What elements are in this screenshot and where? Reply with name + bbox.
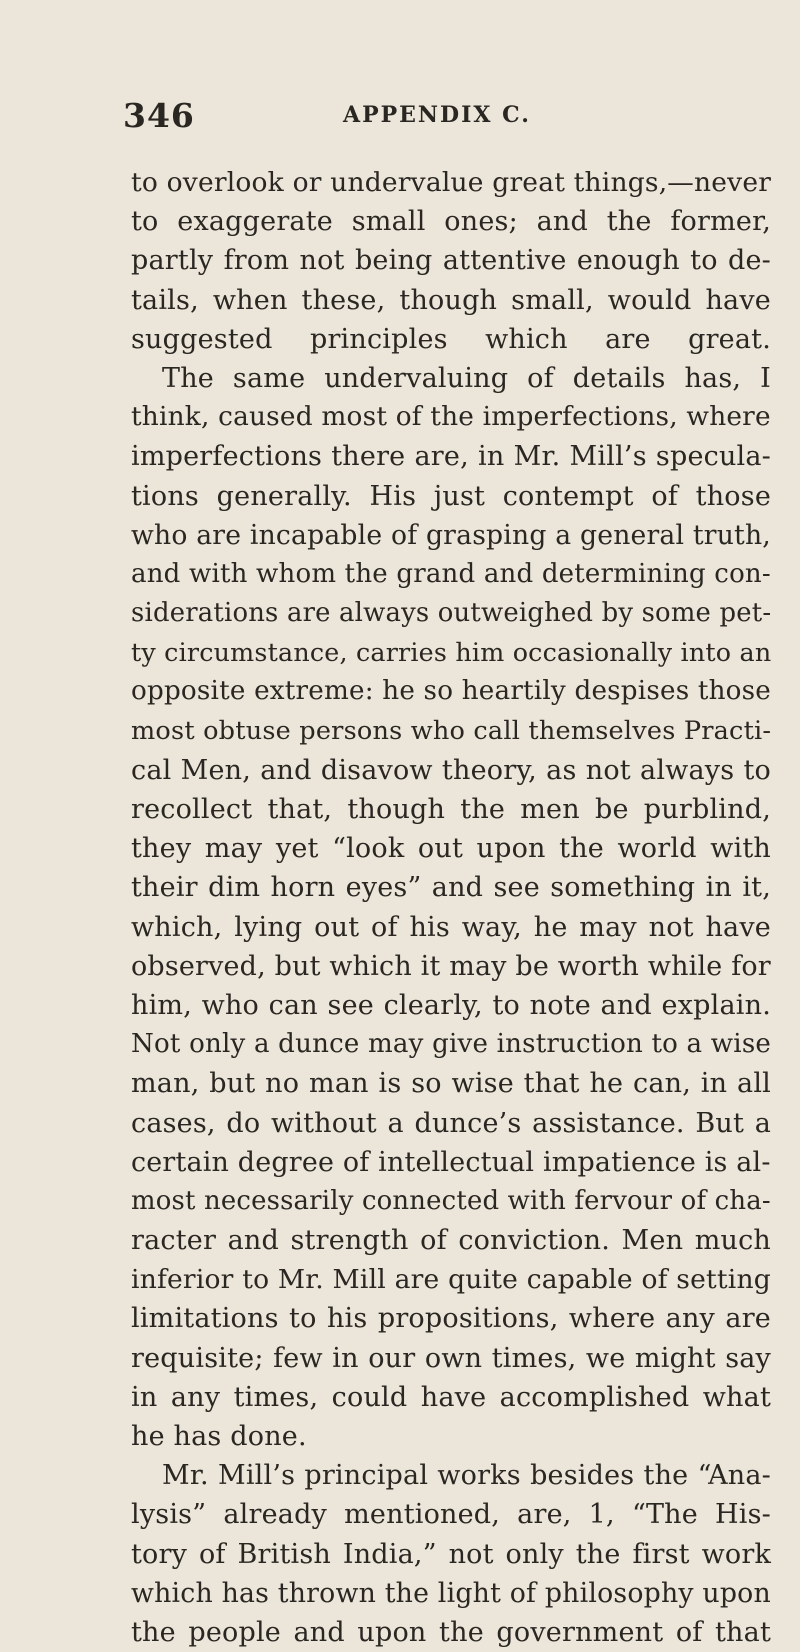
text-line: ty circumstance, carries him occasionally into an: [131, 637, 772, 668]
text-line: in any times, could have accomplished what: [131, 1381, 771, 1413]
text-line: racter and strength of conviction. Men much: [131, 1225, 771, 1257]
text-line: him, who can see clearly, to note and explain.: [131, 989, 771, 1021]
text-line: suggested principles which are great.: [131, 323, 771, 355]
text-line: limitations to his propositions, where any are: [131, 1303, 771, 1335]
text-line: man, but no man is so wise that he can, in all: [131, 1068, 771, 1100]
text-line: to exaggerate small ones; and the former,: [131, 206, 771, 238]
text-line: think, caused most of the imperfections, where: [131, 402, 771, 433]
text-line: they may yet “look out upon the world with: [131, 833, 771, 865]
text-line: to overlook or undervalue great things,—never: [131, 167, 772, 198]
text-line: recollect that, though the men be purblind,: [131, 794, 771, 825]
text-line: opposite extreme: he so heartily despises those: [131, 676, 772, 707]
paragraph-start-line: Mr. Mill’s principal works besides the “Ana-: [162, 1460, 771, 1492]
text-line: who are incapable of grasping a general truth,: [131, 519, 771, 551]
text-line: cal Men, and disavow theory, as not always to: [131, 754, 771, 786]
text-line: partly from not being attentive enough to de-: [131, 245, 771, 277]
running-head: [123, 96, 763, 136]
text-line: tory of British India,” not only the first work: [131, 1538, 771, 1570]
text-line: which has thrown the light of philosophy upon: [131, 1577, 771, 1609]
text-line: which, lying out of his way, he may not have: [131, 911, 771, 943]
text-line: requisite; few in our own times, we might say: [131, 1342, 771, 1374]
text-line: the people and upon the government of that: [131, 1616, 771, 1648]
text-line: lysis” already mentioned, are, 1, “The His-: [131, 1499, 771, 1531]
text-line: tails, when these, though small, would have: [131, 284, 771, 316]
text-line: tions generally. His just contempt of those: [131, 480, 771, 512]
text-line: their dim horn eyes” and see something in it,: [131, 872, 771, 904]
text-line: Not only a dunce may give instruction to a wise: [131, 1029, 772, 1060]
text-line: siderations are always outweighed by some pet-: [131, 598, 772, 629]
text-line: most obtuse persons who call themselves Practi-: [131, 715, 772, 746]
text-line: cases, do without a dunce’s assistance. But a: [131, 1107, 771, 1139]
text-line: inferior to Mr. Mill are quite capable of setting: [131, 1264, 771, 1296]
body-text: [131, 163, 771, 1652]
text-line: he has done.: [131, 1421, 307, 1452]
text-line: imperfections there are, in Mr. Mill’s specula-: [131, 441, 771, 473]
running-title: APPENDIX C.: [343, 102, 531, 128]
paragraph-start-line: The same undervaluing of details has, I: [162, 362, 771, 394]
text-line: most necessarily connected with fervour of cha-: [131, 1185, 771, 1216]
text-line: observed, but which it may be worth while for: [131, 950, 771, 982]
text-line: certain degree of intellectual impatience is al-: [131, 1146, 771, 1178]
page-number: 346: [123, 96, 195, 135]
text-line: and with whom the grand and determining con-: [131, 558, 771, 589]
